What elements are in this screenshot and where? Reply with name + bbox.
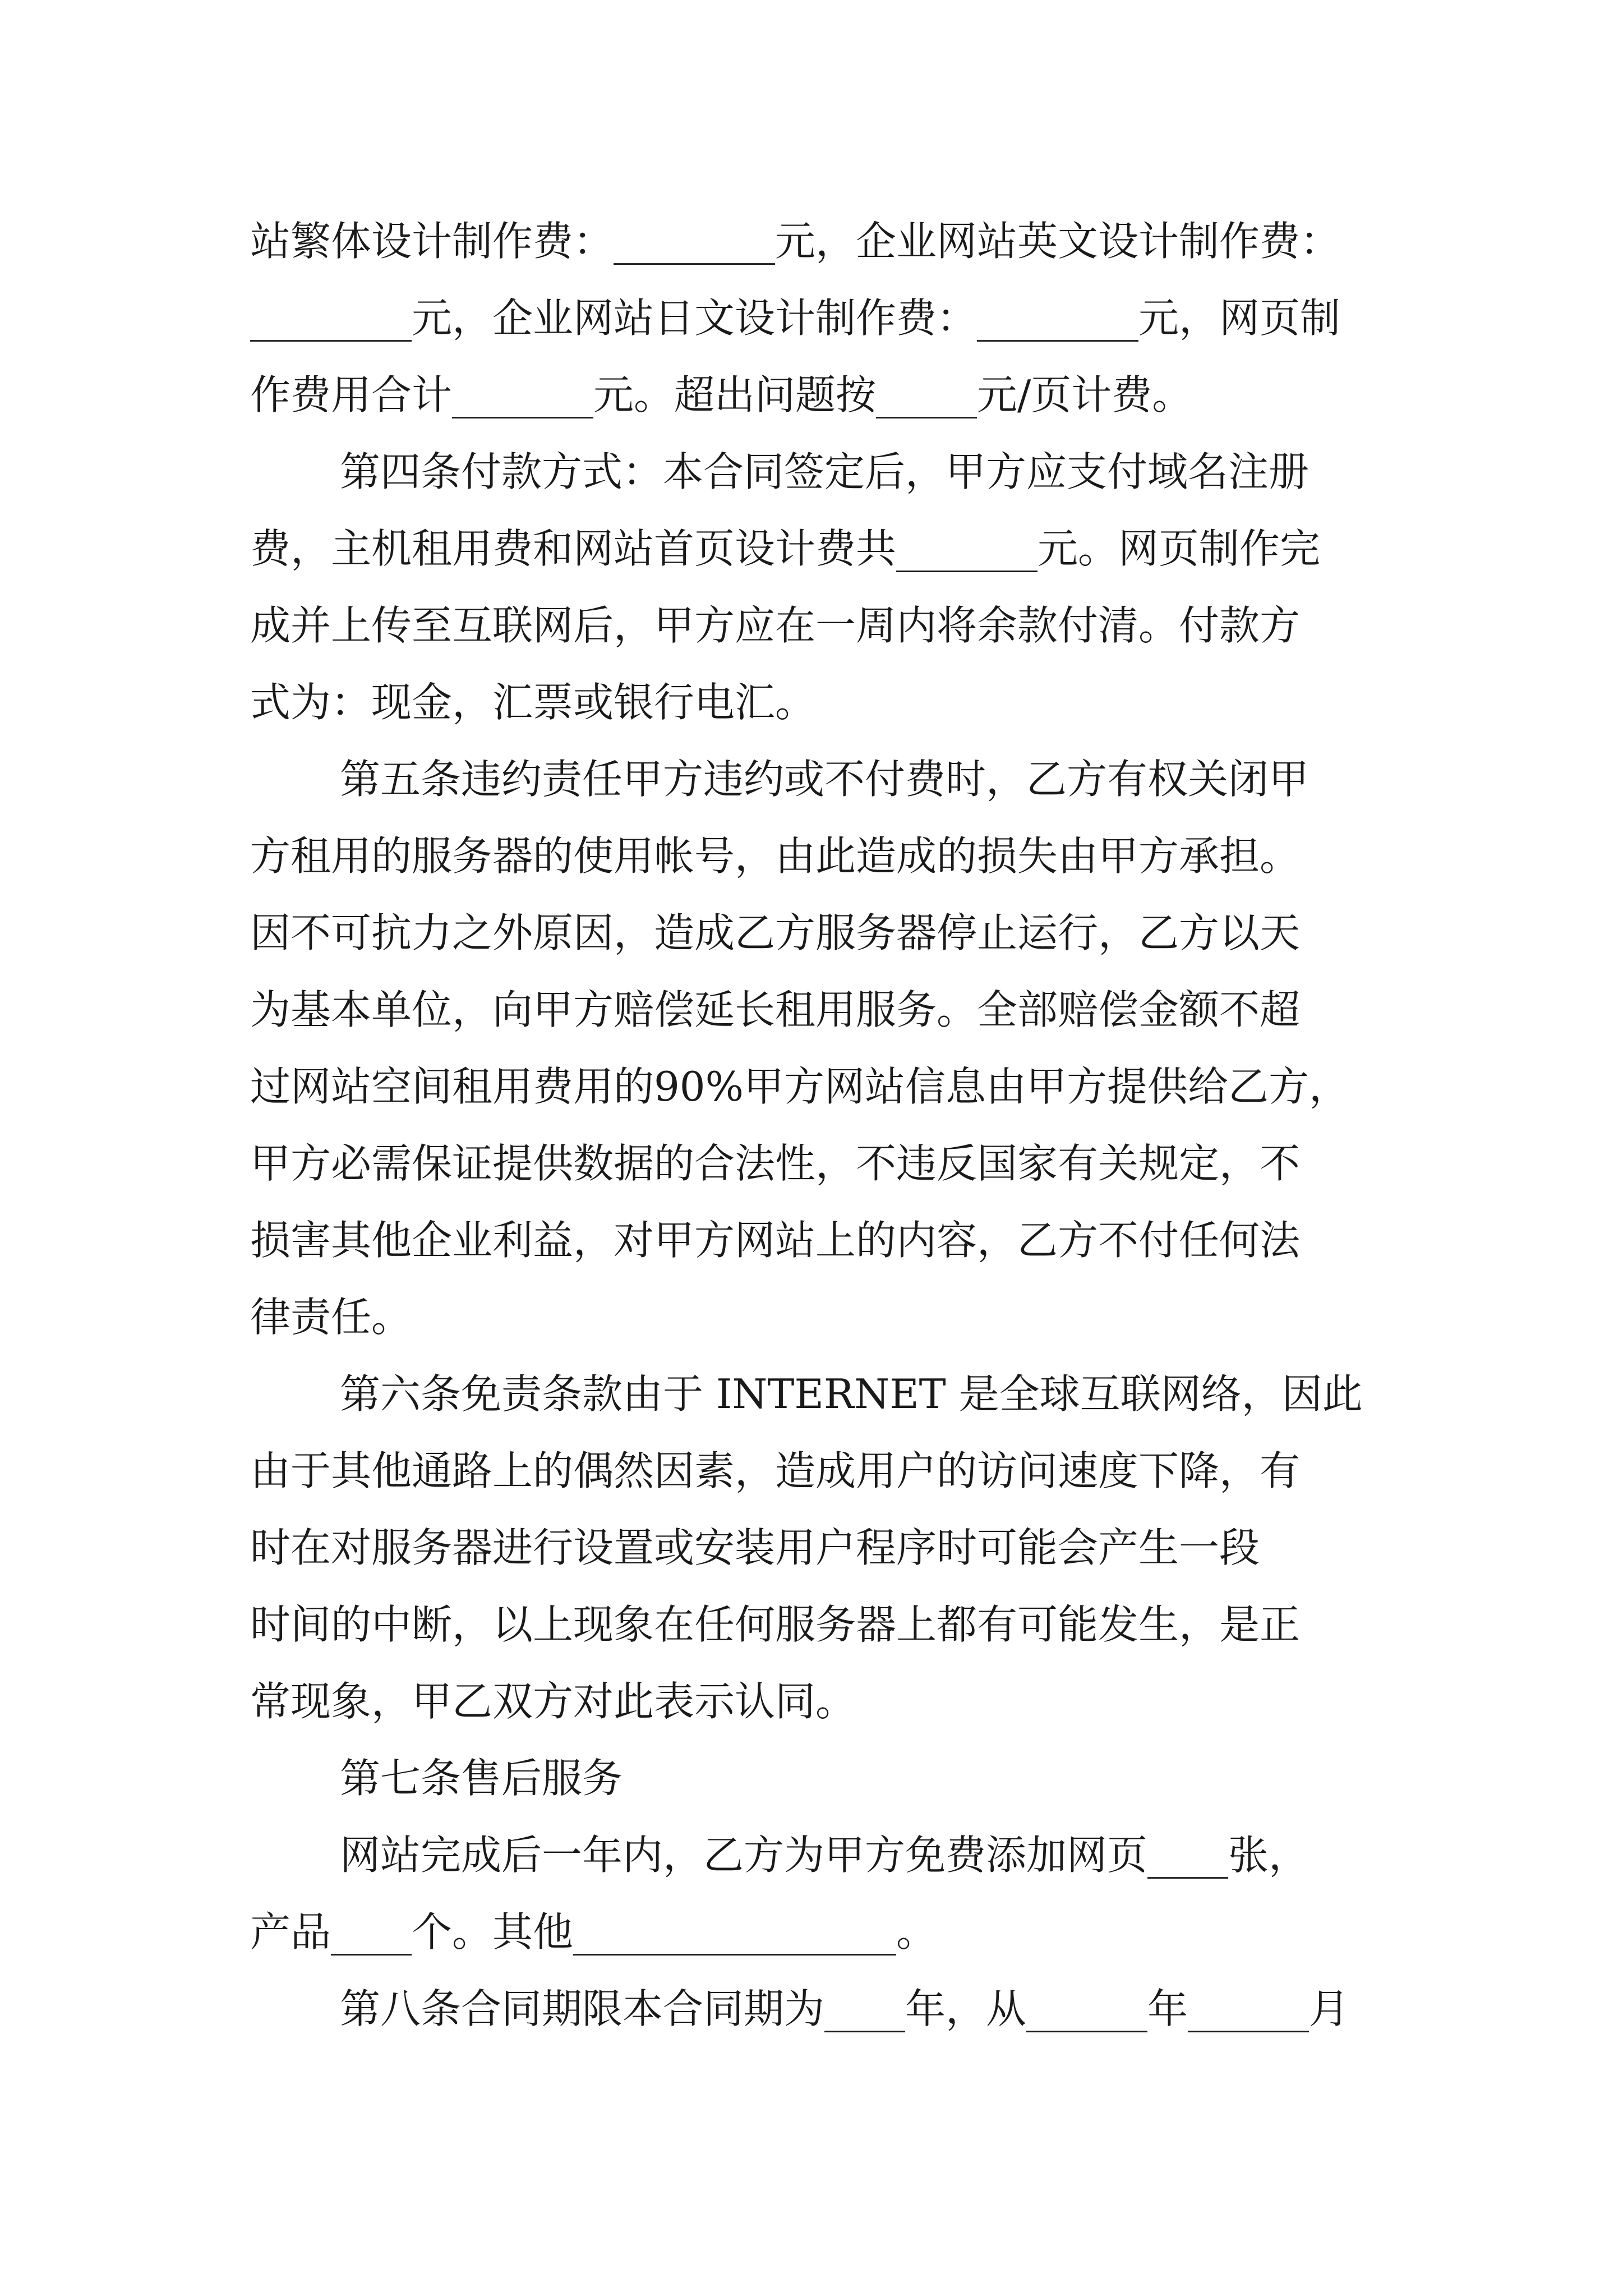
paragraph-after-sales	[250, 1817, 1405, 1971]
text-line: 式为：现金，汇票或银行电汇。	[250, 679, 816, 726]
text-line: 费，主机租用费和网站首页设计费共_______元。网页制作完	[250, 525, 1321, 572]
text-line: 站繁体设计制作费：________元，企业网站英文设计制作费：	[250, 218, 1341, 265]
text-line: 时间的中断，以上现象在任何服务器上都有可能发生，是正	[250, 1601, 1301, 1648]
paragraph-article-7-heading	[250, 1740, 1405, 1817]
text-line: 过网站空间租用费用的90%甲方网站信息由甲方提供给乙方，	[250, 1063, 1350, 1110]
paragraph-article-4-payment	[250, 434, 1405, 741]
text-line: 因不可抗力之外原因，造成乙方服务器停止运行，乙方以天	[250, 909, 1301, 956]
text-line: 产品____个。其他________________。	[250, 1908, 937, 1955]
paragraph-article-6-disclaimer	[250, 1356, 1405, 1740]
text-line: 第六条免责条款由于 INTERNET 是全球互联网络，因此	[340, 1370, 1363, 1418]
text-line: 第八条合同期限本合同期为____年，从______年______月	[340, 1985, 1350, 2032]
text-line: 时在对服务器进行设置或安装用户程序时可能会产生一段	[250, 1524, 1260, 1571]
text-line: 网站完成后一年内，乙方为甲方免费添加网页____张，	[340, 1832, 1310, 1879]
text-line: 为基本单位，向甲方赔偿延长租用服务。全部赔偿金额不超	[250, 986, 1301, 1033]
text-line: 损害其他企业利益，对甲方网站上的内容，乙方不付任何法	[250, 1217, 1301, 1264]
text-line: 由于其他通路上的偶然因素，造成用户的访问速度下降，有	[250, 1447, 1301, 1494]
text-line: 第七条售后服务	[340, 1755, 623, 1802]
text-line: 方租用的服务器的使用帐号，由此造成的损失由甲方承担。	[250, 832, 1301, 880]
document-body	[250, 203, 1405, 2047]
paragraph-article-5-liability	[250, 741, 1405, 1356]
text-line: 甲方必需保证提供数据的合法性，不违反国家有关规定，不	[250, 1140, 1301, 1187]
text-line: 第四条付款方式：本合同签定后，甲方应支付域名注册	[340, 448, 1310, 495]
text-line: ________元，企业网站日文设计制作费：________元，网页制	[250, 295, 1341, 342]
paragraph-article-8-term	[250, 1971, 1405, 2047]
text-line: 常现象，甲乙双方对此表示认同。	[250, 1678, 856, 1725]
text-line: 律责任。	[250, 1294, 412, 1341]
text-line: 成并上传至互联网后，甲方应在一周内将余款付清。付款方	[250, 602, 1301, 649]
text-line: 作费用合计_______元。超出问题按_____元/页计费。	[250, 371, 1193, 418]
paragraph-fees	[250, 203, 1405, 434]
text-line: 第五条违约责任甲方违约或不付费时，乙方有权关闭甲	[340, 756, 1310, 803]
